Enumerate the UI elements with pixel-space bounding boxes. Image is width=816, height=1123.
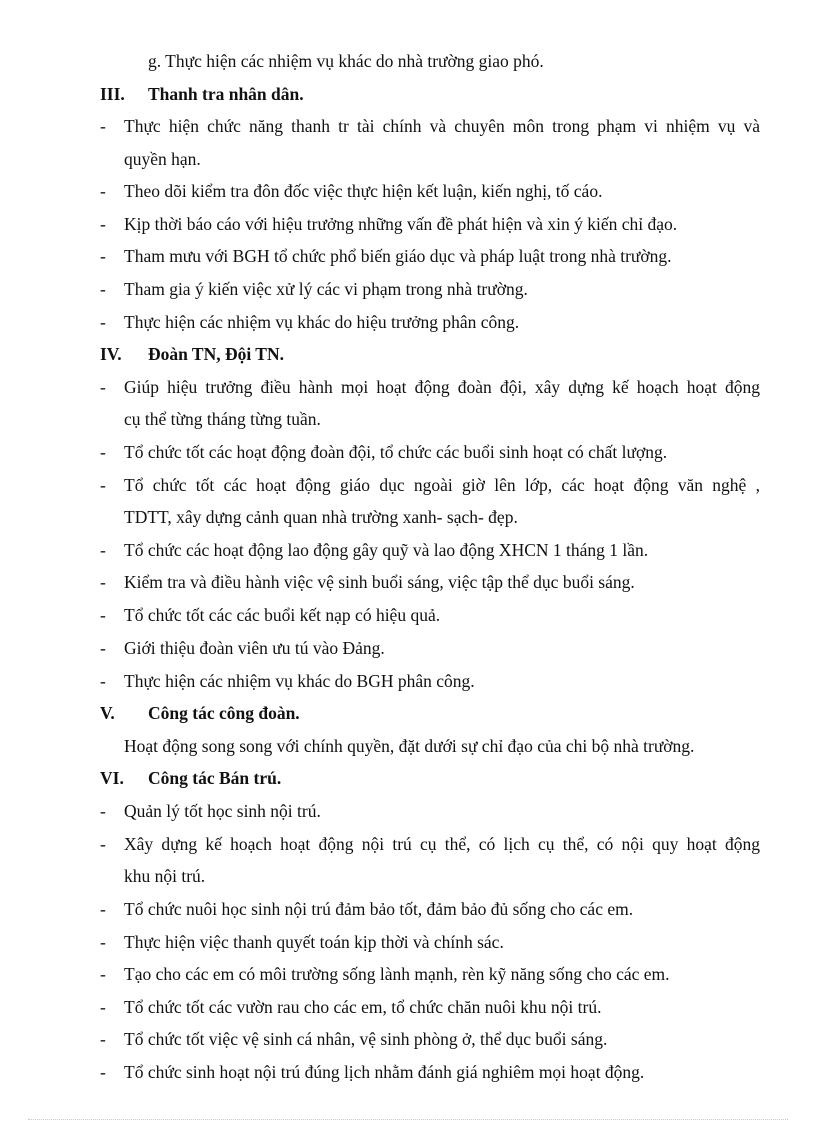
list-item: Theo dõi kiểm tra đôn đốc việc thực hiện kết luận, kiến nghị, tố cáo. bbox=[124, 181, 603, 201]
list-item-continuation: khu nội trú. bbox=[124, 866, 206, 886]
list-item: Tổ chức các hoạt động lao động gây quỹ và lao động XHCN 1 tháng 1 lần. bbox=[124, 540, 649, 560]
list-item: Thực hiện chức năng thanh tr tài chính và chuyên môn trong phạm vi nhiệm vụ và bbox=[124, 116, 760, 136]
section-5-number: V. bbox=[100, 703, 115, 723]
list-item: Tổ chức tốt các hoạt động giáo dục ngoài giờ lên lớp, các hoạt động văn nghệ , bbox=[124, 475, 760, 495]
bullet-marker: - bbox=[100, 181, 106, 201]
list-item: Thực hiện các nhiệm vụ khác do BGH phân công. bbox=[124, 671, 475, 691]
list-item: Tổ chức tốt các vườn rau cho các em, tổ chức chăn nuôi khu nội trú. bbox=[124, 997, 602, 1017]
section-5-title: Công tác công đoàn. bbox=[148, 703, 300, 723]
bullet-marker: - bbox=[100, 377, 106, 397]
list-item: Tham gia ý kiến việc xử lý các vi phạm trong nhà trường. bbox=[124, 279, 528, 299]
section-4-number: IV. bbox=[100, 344, 122, 364]
bullet-marker: - bbox=[100, 246, 106, 266]
bullet-marker: - bbox=[100, 540, 106, 560]
section-6-number: VI. bbox=[100, 768, 124, 788]
list-item: Thực hiện các nhiệm vụ khác do hiệu trưởng phân công. bbox=[124, 312, 520, 332]
bullet-marker: - bbox=[100, 1062, 106, 1082]
list-item-continuation: quyền hạn. bbox=[124, 149, 201, 169]
list-item: Tổ chức nuôi học sinh nội trú đảm bảo tốt, đảm bảo đủ sống cho các em. bbox=[124, 899, 634, 919]
section-3-title: Thanh tra nhân dân. bbox=[148, 84, 304, 104]
bullet-marker: - bbox=[100, 899, 106, 919]
list-item: Tham mưu với BGH tổ chức phổ biến giáo dục và pháp luật trong nhà trường. bbox=[124, 246, 672, 266]
list-item: Tổ chức tốt các hoạt động đoàn đội, tổ chức các buổi sinh hoạt có chất lượng. bbox=[124, 442, 668, 462]
bullet-marker: - bbox=[100, 964, 106, 984]
list-item: Giới thiệu đoàn viên ưu tú vào Đảng. bbox=[124, 638, 385, 658]
bullet-marker: - bbox=[100, 671, 106, 691]
list-item: Tổ chức tốt việc vệ sinh cá nhân, vệ sinh phòng ở, thể dục buổi sáng. bbox=[124, 1029, 608, 1049]
bullet-marker: - bbox=[100, 214, 106, 234]
bullet-marker: - bbox=[100, 1029, 106, 1049]
bullet-marker: - bbox=[100, 312, 106, 332]
bullet-marker: - bbox=[100, 932, 106, 952]
section-5-body: Hoạt động song song với chính quyền, đặt dưới sự chỉ đạo của chi bộ nhà trường. bbox=[124, 736, 695, 756]
section-4-title: Đoàn TN, Đội TN. bbox=[148, 344, 284, 364]
list-item: Thực hiện việc thanh quyết toán kịp thời và chính sác. bbox=[124, 932, 504, 952]
bullet-marker: - bbox=[100, 997, 106, 1017]
bullet-marker: - bbox=[100, 605, 106, 625]
bullet-marker: - bbox=[100, 801, 106, 821]
section-3-number: III. bbox=[100, 84, 125, 104]
list-item: Quản lý tốt học sinh nội trú. bbox=[124, 801, 321, 821]
bullet-marker: - bbox=[100, 442, 106, 462]
list-item: Tổ chức tốt các các buổi kết nạp có hiệu quả. bbox=[124, 605, 441, 625]
list-item: Giúp hiệu trưởng điều hành mọi hoạt động đoàn đội, xây dựng kế hoạch hoạt động bbox=[124, 377, 760, 397]
bullet-marker: - bbox=[100, 834, 106, 854]
list-item-continuation: cụ thể từng tháng từng tuần. bbox=[124, 409, 321, 429]
list-item: Tạo cho các em có môi trường sống lành mạnh, rèn kỹ năng sống cho các em. bbox=[124, 964, 670, 984]
list-item: Kiểm tra và điều hành việc vệ sinh buổi sáng, việc tập thể dục buổi sáng. bbox=[124, 572, 635, 592]
bullet-marker: - bbox=[100, 572, 106, 592]
bullet-marker: - bbox=[100, 116, 106, 136]
list-item-continuation: TDTT, xây dựng cảnh quan nhà trường xanh- sạch- đẹp. bbox=[124, 507, 518, 527]
bullet-marker: - bbox=[100, 279, 106, 299]
page-bottom-divider bbox=[28, 1119, 788, 1120]
intro-line: g. Thực hiện các nhiệm vụ khác do nhà trường giao phó. bbox=[148, 51, 544, 71]
list-item: Xây dựng kế hoạch hoạt động nội trú cụ thể, có lịch cụ thể, có nội quy hoạt động bbox=[124, 834, 760, 854]
bullet-marker: - bbox=[100, 475, 106, 495]
section-6-title: Công tác Bán trú. bbox=[148, 768, 282, 788]
bullet-marker: - bbox=[100, 638, 106, 658]
list-item: Tổ chức sinh hoạt nội trú đúng lịch nhằm đánh giá nghiêm mọi hoạt động. bbox=[124, 1062, 645, 1082]
list-item: Kịp thời báo cáo với hiệu trưởng những vấn đề phát hiện và xin ý kiến chỉ đạo. bbox=[124, 214, 678, 234]
